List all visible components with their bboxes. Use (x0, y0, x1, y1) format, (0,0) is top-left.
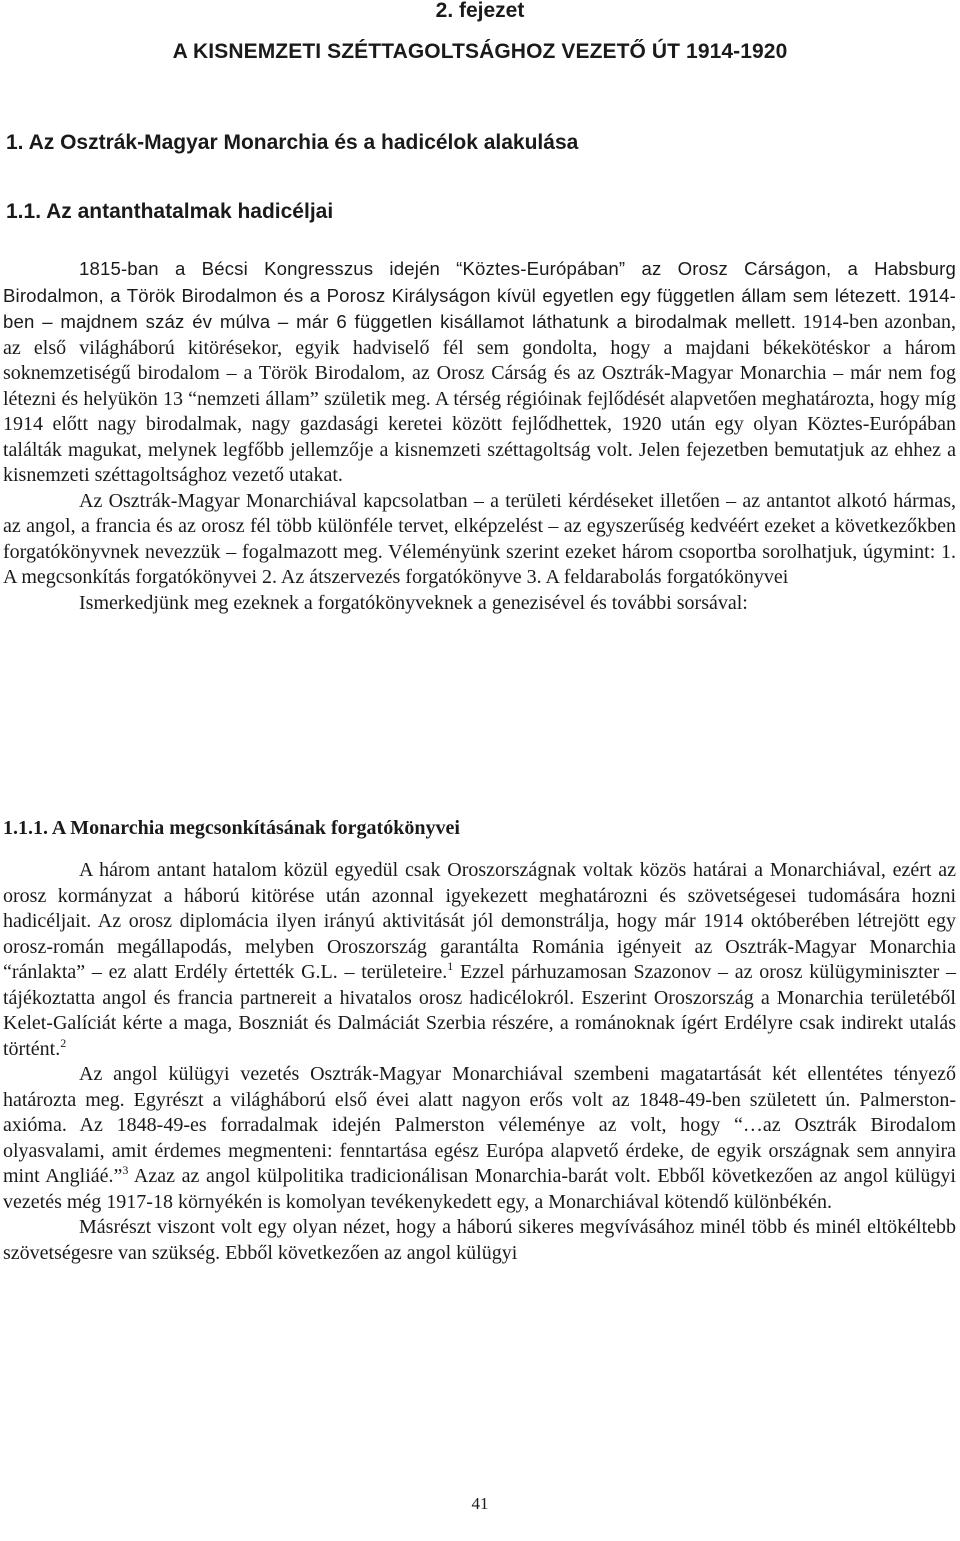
main-paragraph-2 (3, 1062, 956, 1215)
footnote-ref-1[interactable]: 1 (447, 959, 454, 973)
intro-paragraph-2: Az Osztrák-Magyar Monarchiával kapcsolatban – a területi kérdéseket illetően – az antantot alkotó hármas, az angol, a francia és az orosz fél több különféle tervet, elképzelést – az egyszerűség kedvéért ezeket a következőkben forgatókönyvnek nevezzük – fogalmazott meg. Véleményünk szerint ezeket három csoportba sorolhatjuk, úgymint: 1. A megcsonkítás forgatókönyvei 2. Az átszervezés forgatókönyve 3. A feldarabolás forgatókönyvei (3, 489, 956, 588)
main-paragraph-3: Másrészt viszont volt egy olyan nézet, hogy a háború sikeres megvívásához minél több és minél eltökéltebb szövetségesre van szükség. Ebből következően az angol külügyi (3, 1216, 956, 1264)
subsubsection-title: 1.1.1. A Monarchia megcsonkításának forgatókönyvei (3, 817, 460, 839)
subsection-title: 1.1. Az antanthatalmak hadicéljai (6, 200, 334, 223)
chapter-label: 2. fejezet (435, 0, 525, 22)
footnote-ref-3[interactable]: 3 (122, 1163, 129, 1177)
intro-paragraph-1-serif: 1914-ben azonban, az első világháború kitörésekor, egyik hadviselő fél sem gondolta, hogy a majdani békekötéskor a három soknemzetiségű birodalom – a Török Birodalom, az Orosz Cárság és az Osztrák-Magyar Monarchia – már nem fog létezni és helyükön 13 “nemzeti állam” születik meg. A térség régióinak fejlődését alapvetően meghatározta, hogy míg 1914 előtt nagy birodalmak, nagy gazdasági keretei között fejlődhettek, 1920 után egy olyan Köztes-Európában találták magukat, melynek legfőbb jellemzője a kisnemzeti széttagoltság volt. Jelen fejezetben bemutatjuk az ehhez a kisnemzeti széttagoltsághoz vezető utakat. (3, 311, 956, 486)
main-paragraph-1-part-a: A három antant hatalom közül egyedül csak Oroszországnak voltak közös határai a Monarchiával, ezért az orosz kormányzat a háború kitörése után azonnal igyekezett meghatározni és szövetségesei tudomására hozni hadicéljait. Az orosz diplomácia ilyen irányú aktivitását jól demonstrálja, hogy már 1914 októberében létrejött egy orosz-román megállapodás, melyben Oroszország garantálta Románia igényeit az Osztrák-Magyar Monarchia “ránlakta” – ez alatt Erdély értették G.L. – területeire. (3, 859, 956, 983)
chapter-title: A KISNEMZETI SZÉTTAGOLTSÁGHOZ VEZETŐ ÚT 1914-1920 (172, 40, 788, 63)
main-paragraph-1 (3, 858, 956, 1062)
main-paragraph-2-part-a: Az angol külügyi vezetés Osztrák-Magyar Monarchiával szembeni magatartását két ellentétes tényező határozta meg. Egyrészt a világháború első évei alatt nagyon erős volt az 1848-49-ben született ún. Palmerston-axióma. Az 1848-49-es forradalmak idején Palmerston véleménye az volt, hogy “…az Osztrák Birodalom olyasvalami, amit érdemes megmenteni: fenntartása egész Európa alapvető érdeke, de egyik országnak sem annyira mint Angliáé.” (3, 1063, 956, 1187)
section-title: 1. Az Osztrák-Magyar Monarchia és a hadicélok alakulása (6, 131, 579, 154)
intro-paragraph-1 (3, 256, 956, 489)
main-text (3, 858, 956, 1266)
intro-paragraph-1-sans: 1815-ban a Bécsi Kongresszus idején “Köztes-Európában” az Orosz Cárságon, a Habsburg Birodalmon, a Török Birodalmon és a Porosz Királyságon kívül egyetlen egy független állam sem létezett. 1914-ben – majdnem száz év múlva – már 6 független kisállamot láthatunk a birodalmak mellett. (3, 258, 956, 332)
intro-text (3, 256, 956, 616)
intro-paragraph-3: Ismerkedjünk meg ezeknek a forgatókönyveknek a genezisével és további sorsával: (79, 591, 748, 614)
page-number: 41 (471, 1494, 489, 1513)
main-paragraph-2-part-b: Azaz az angol külpolitika tradicionálisan Monarchia-barát volt. Ebből következően az angol külügyi vezetés még 1917-18 környékén is komolyan tevékenykedett egy, a Monarchiával kötendő különbékén. (3, 1165, 956, 1213)
footnote-ref-2[interactable]: 2 (60, 1035, 67, 1050)
main-paragraph-1-part-b: Ezzel párhuzamosan Szazonov – az orosz külügyminiszter – tájékoztatta angol és francia partnereit a hivatalos orosz hadicélokról. Eszerint Oroszország a Monarchia területéből Kelet-Galíciát kérte a maga, Boszniát és Dalmáciát Szerbia részére, a románoknak ígért Erdélyre csak indirekt utalás történt. (3, 961, 956, 1060)
